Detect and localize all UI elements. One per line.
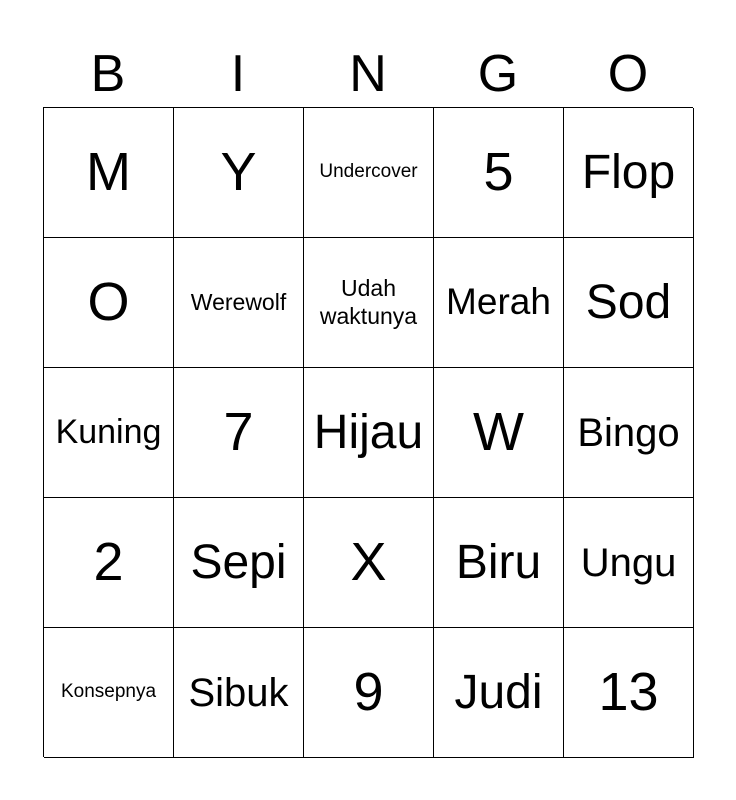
bingo-cell-r2-c2[interactable]: Werewolf bbox=[174, 238, 304, 368]
header-letter-n: N bbox=[349, 45, 387, 103]
header-letter-g: G bbox=[477, 45, 519, 103]
bingo-cell-r5-c4[interactable]: Judi bbox=[434, 628, 564, 758]
bingo-cell-r1-c3[interactable]: Undercover bbox=[304, 108, 434, 238]
bingo-cell-r2-c3[interactable]: Udah waktunya bbox=[304, 238, 434, 368]
bingo-cell-r3-c1[interactable]: Kuning bbox=[44, 368, 174, 498]
bingo-cell-r3-c5[interactable]: Bingo bbox=[564, 368, 694, 498]
bingo-cell-r2-c5[interactable]: Sod bbox=[564, 238, 694, 368]
bingo-cell-r5-c3[interactable]: 9 bbox=[304, 628, 434, 758]
header-letter-i: I bbox=[230, 45, 246, 103]
header-letter-b: B bbox=[90, 45, 126, 103]
bingo-cell-r1-c1[interactable]: M bbox=[44, 108, 174, 238]
bingo-cell-r4-c1[interactable]: 2 bbox=[44, 498, 174, 628]
bingo-cell-r1-c2[interactable]: Y bbox=[174, 108, 304, 238]
bingo-cell-r4-c5[interactable]: Ungu bbox=[564, 498, 694, 628]
bingo-cell-r3-c3[interactable]: Hijau bbox=[304, 368, 434, 498]
bingo-cell-r3-c2[interactable]: 7 bbox=[174, 368, 304, 498]
bingo-cell-r4-c4[interactable]: Biru bbox=[434, 498, 564, 628]
bingo-cell-r2-c4[interactable]: Merah bbox=[434, 238, 564, 368]
bingo-cell-r4-c2[interactable]: Sepi bbox=[174, 498, 304, 628]
bingo-cell-r5-c1[interactable]: Konsepnya bbox=[44, 628, 174, 758]
bingo-cell-r2-c1[interactable]: O bbox=[44, 238, 174, 368]
bingo-header bbox=[43, 40, 693, 108]
bingo-cell-r5-c2[interactable]: Sibuk bbox=[174, 628, 304, 758]
bingo-cell-r3-c4[interactable]: W bbox=[434, 368, 564, 498]
header-letter-o: O bbox=[607, 45, 649, 103]
bingo-cell-r4-c3[interactable]: X bbox=[304, 498, 434, 628]
bingo-cell-r5-c5[interactable]: 13 bbox=[564, 628, 694, 758]
bingo-grid bbox=[43, 107, 693, 757]
bingo-cell-r1-c5[interactable]: Flop bbox=[564, 108, 694, 238]
bingo-cell-r1-c4[interactable]: 5 bbox=[434, 108, 564, 238]
